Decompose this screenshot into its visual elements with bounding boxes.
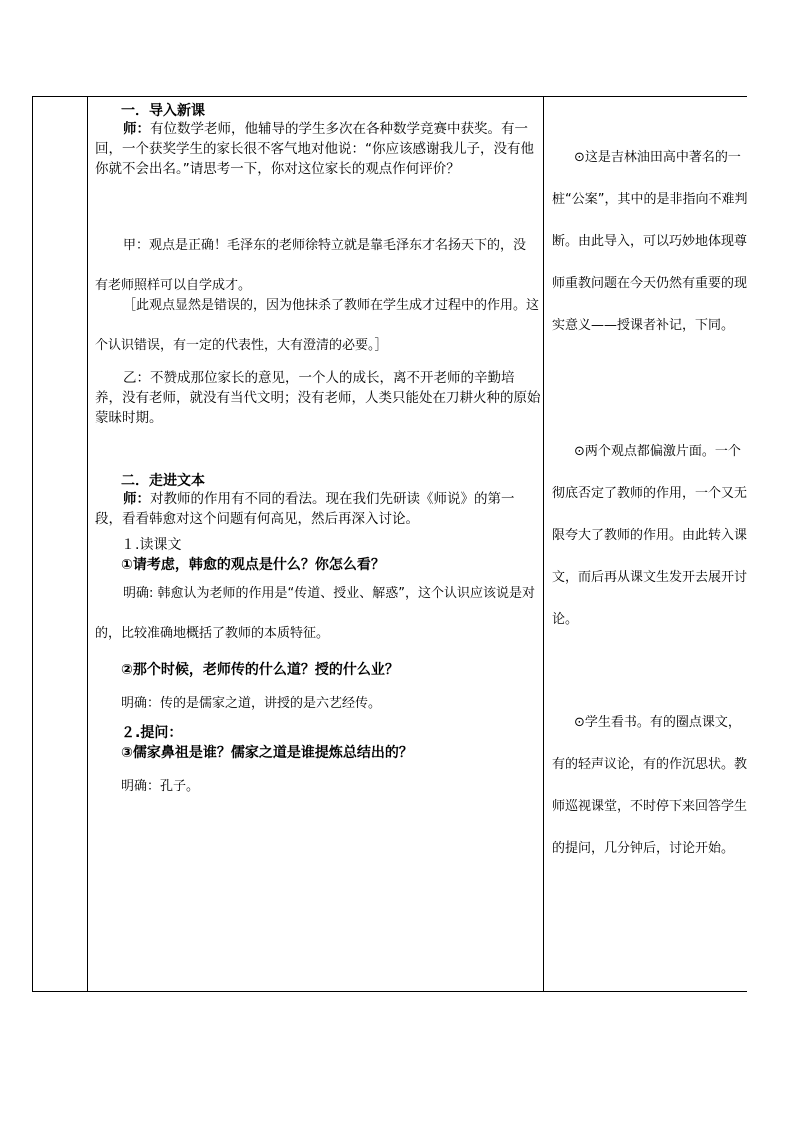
teaching-notes-cell	[544, 96, 747, 992]
lesson-content-cell	[89, 96, 543, 992]
opinion-b-paragraph: 乙：不赞成那位家长的意见，一个人的成长，离不开老师的辛勤培养，没有老师，就没有当代文明；没有老师，人类只能处在刀耕火种的原始蒙昧时期。	[95, 370, 541, 426]
teacher-label-2: 师：	[123, 491, 150, 507]
note-2: ⊙两个观点都偏激片面。一个彻底否定了教师的作用，一个又无限夸大了教师的作用。由此转入课文，而后再从课文生发开去展开讨论。	[552, 444, 748, 627]
section-heading-text: 二．走进文本	[121, 473, 205, 489]
teacher-question-text: 有位数学老师，他辅导的学生多次在各种数学竞赛中获奖。有一回，一个获奖学生的家长很不客气地对他说：“你应该感谢我儿子，没有他你就不会出名。”请思考一下，你对这位家长的观点作何评价？	[95, 121, 534, 177]
question-1: ①请考虑，韩愈的观点是什么？你怎么看？	[121, 557, 385, 573]
answer-2: 明确：传的是儒家之道，讲授的是六艺经传。	[121, 696, 382, 711]
teacher-intro-text: 对教师的作用有不同的看法。现在我们先研读《师说》的第一段，看看韩愈对这个问题有何高见，然后再深入讨论。	[95, 491, 515, 527]
question-2: ②那个时候，老师传的什么道？授的什么业？	[121, 662, 399, 678]
teacher-intro-paragraph	[95, 489, 541, 529]
note-3: ⊙学生看书。有的圈点课文，有的轻声议论，有的作沉思状。教师巡视课堂，不时停下来回答学生的提问，几分钟后，讨论开始。	[552, 715, 748, 856]
teacher-comment-paragraph: ［此观点显然是错误的，因为他抹杀了教师在学生成才过程中的作用。这个认识错误，有一定的代表性，大有澄清的必要。］	[95, 298, 540, 353]
column-divider-1	[87, 96, 88, 992]
opinion-a-paragraph: 甲：观点是正确！毛泽东的老师徐特立就是靠毛泽东才名扬天下的，没有老师照样可以自学成才。	[95, 238, 527, 293]
teacher-label: 师：	[123, 121, 150, 137]
question-3: ③儒家鼻祖是谁？儒家之道是谁提炼总结出的？	[121, 745, 413, 761]
section-heading-intro: 一．导入新课	[121, 103, 205, 119]
note-1: ⊙这是吉林油田高中著名的一桩“公案”，其中的是非指向不难判断。由此导入，可以巧妙地体现尊师重教问题在今天仍然有重要的现实意义——授课者补记，下同。	[552, 150, 748, 333]
side-label-cell	[33, 96, 87, 992]
teacher-question-paragraph	[95, 119, 541, 179]
step-question-text: ２.提问：	[121, 725, 183, 741]
answer-3: 明确：孔子。	[121, 779, 200, 794]
answer-1-paragraph: 明确: 韩愈认为老师的作用是“传道、授业、解惑”，这个认识应该说是对的，比较准确地概括了教师的本质特征。	[95, 586, 535, 641]
step-read-text: １.读课文	[121, 537, 182, 553]
lesson-plan-table	[32, 96, 747, 992]
